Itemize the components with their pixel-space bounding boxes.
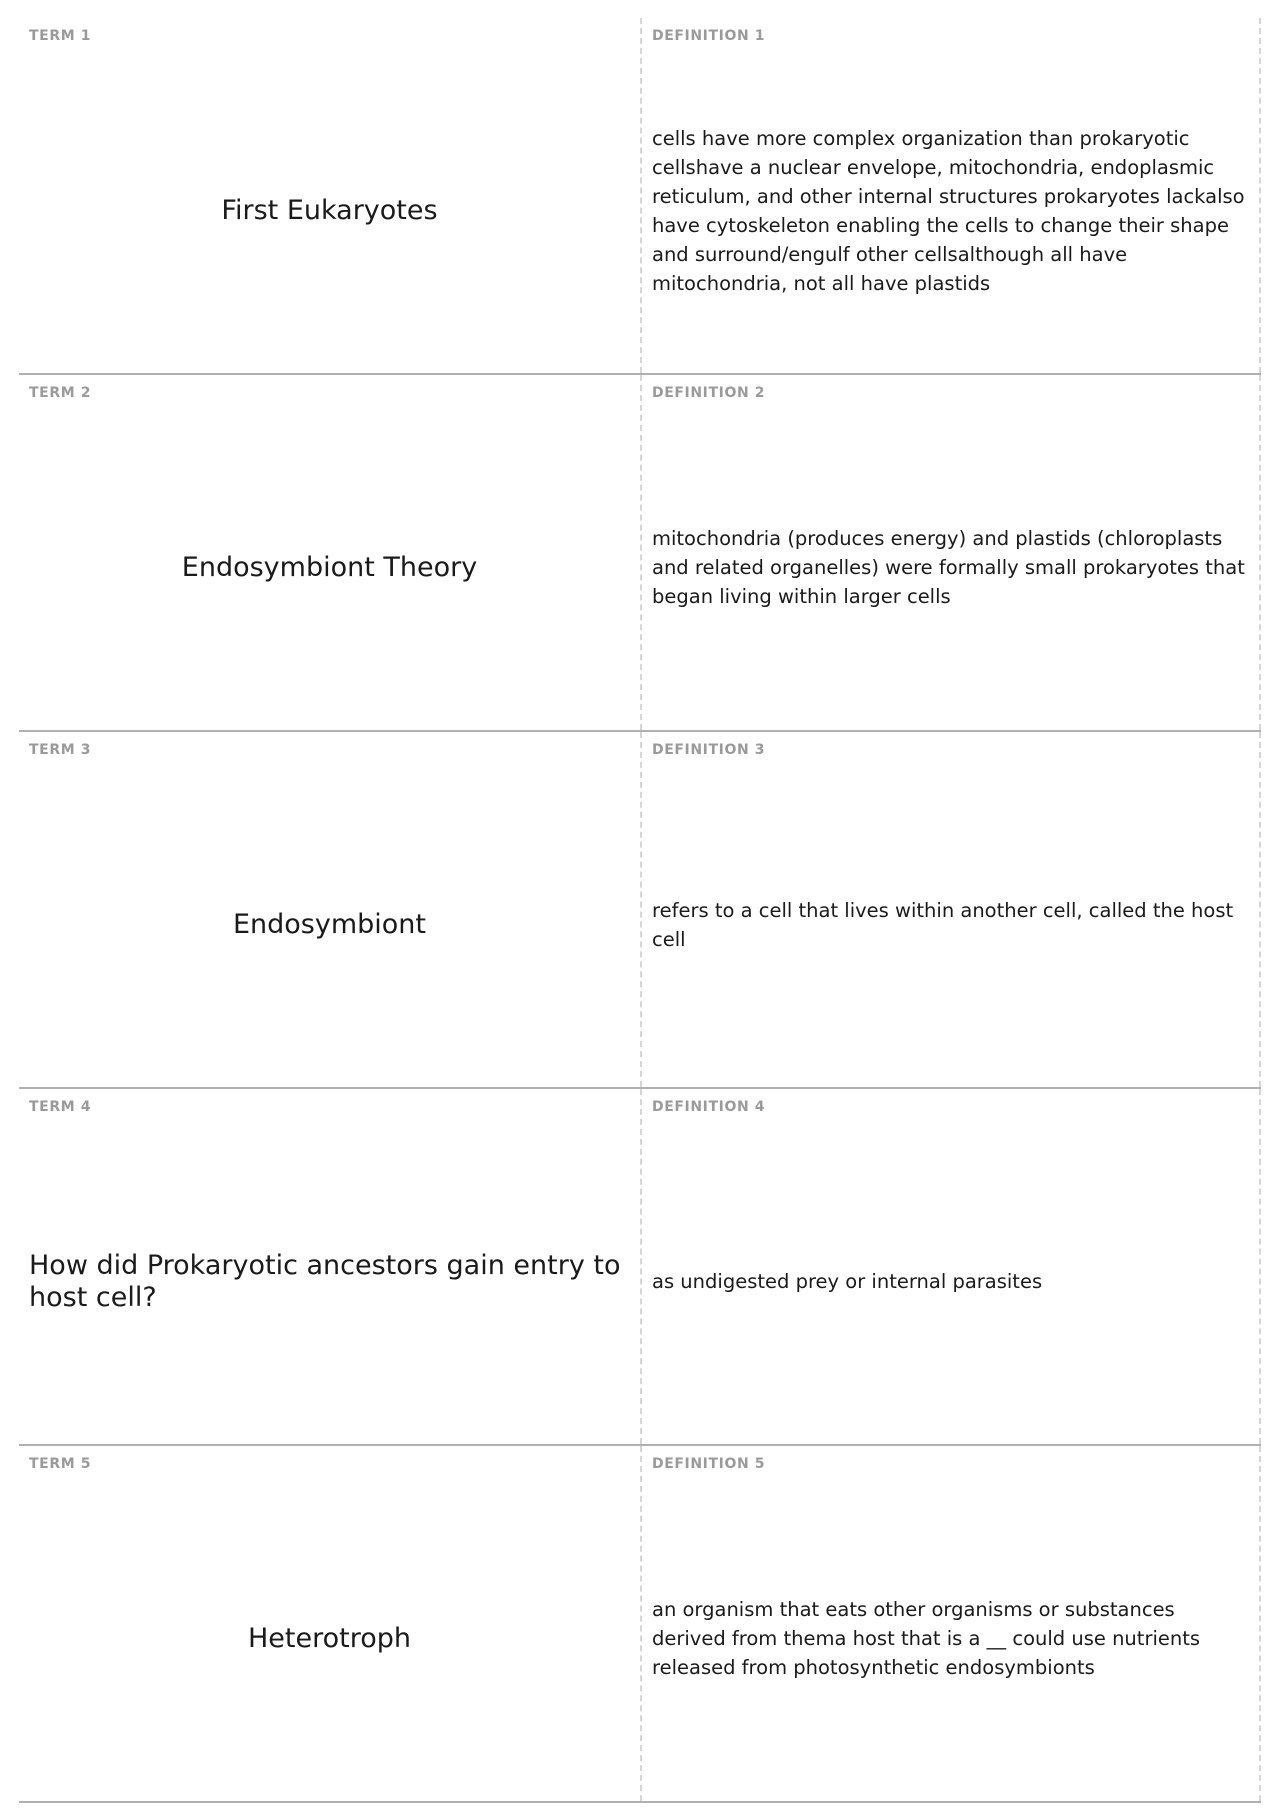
definition-value: refers to a cell that lives within another cell, called the host cell [652,898,1234,951]
flashcard-row [19,1446,1261,1803]
definition-text [652,58,1251,363]
term-cell [19,1089,642,1444]
term-text [29,1129,630,1434]
flashcard-sheet [19,18,1261,1799]
definition-cell [642,375,1261,730]
term-text [29,58,630,363]
definition-cell [642,732,1261,1087]
term-cell [19,1446,642,1801]
definition-label: DEFINITION 2 [652,385,766,401]
definition-cell [642,1089,1261,1444]
definition-label: DEFINITION 1 [652,28,766,44]
term-label: TERM 2 [29,385,92,401]
term-text [29,1486,630,1791]
definition-text [652,772,1251,1077]
flashcard-row [19,1089,1261,1446]
definition-value: as undigested prey or internal parasites [652,1270,1043,1293]
term-value: First Eukaryotes [221,194,438,226]
definition-text [652,1486,1251,1791]
term-cell [19,732,642,1087]
definition-label: DEFINITION 4 [652,1099,766,1115]
flashcard-row [19,375,1261,732]
term-value: Endosymbiont Theory [181,551,478,583]
term-label: TERM 1 [29,28,92,44]
term-cell [19,375,642,730]
definition-cell [642,1446,1261,1801]
term-value: How did Prokaryotic ancestors gain entry to host cell? [29,1249,621,1313]
term-label: TERM 5 [29,1456,92,1472]
definition-label: DEFINITION 3 [652,742,766,758]
definition-text [652,1129,1251,1434]
definition-value: mitochondria (produces energy) and plastids (chloroplasts and related organelles) were formally small prokaryotes that began living within larger cells [652,527,1245,608]
term-label: TERM 4 [29,1099,92,1115]
term-text [29,772,630,1077]
term-cell [19,18,642,373]
flashcard-row [19,18,1261,375]
flashcard-row [19,732,1261,1089]
definition-cell [642,18,1261,373]
definition-value: an organism that eats other organisms or substances derived from thema host that is a __ could use nutrients released from photosynthetic endosymbionts [652,1598,1201,1679]
term-value: Heterotroph [247,1622,411,1654]
term-label: TERM 3 [29,742,92,758]
term-value: Endosymbiont [232,908,427,940]
term-text [29,415,630,720]
definition-text [652,415,1251,720]
definition-label: DEFINITION 5 [652,1456,766,1472]
definition-value: cells have more complex organization than prokaryotic cellshave a nuclear envelope, mitochondria, endoplasmic reticulum, and other internal structures prokaryotes lackalso have cytoskeleton enabling the cells to change their shape and surround/engulf other cellsalthough all have mitochondria, not all have plastids [652,126,1245,295]
